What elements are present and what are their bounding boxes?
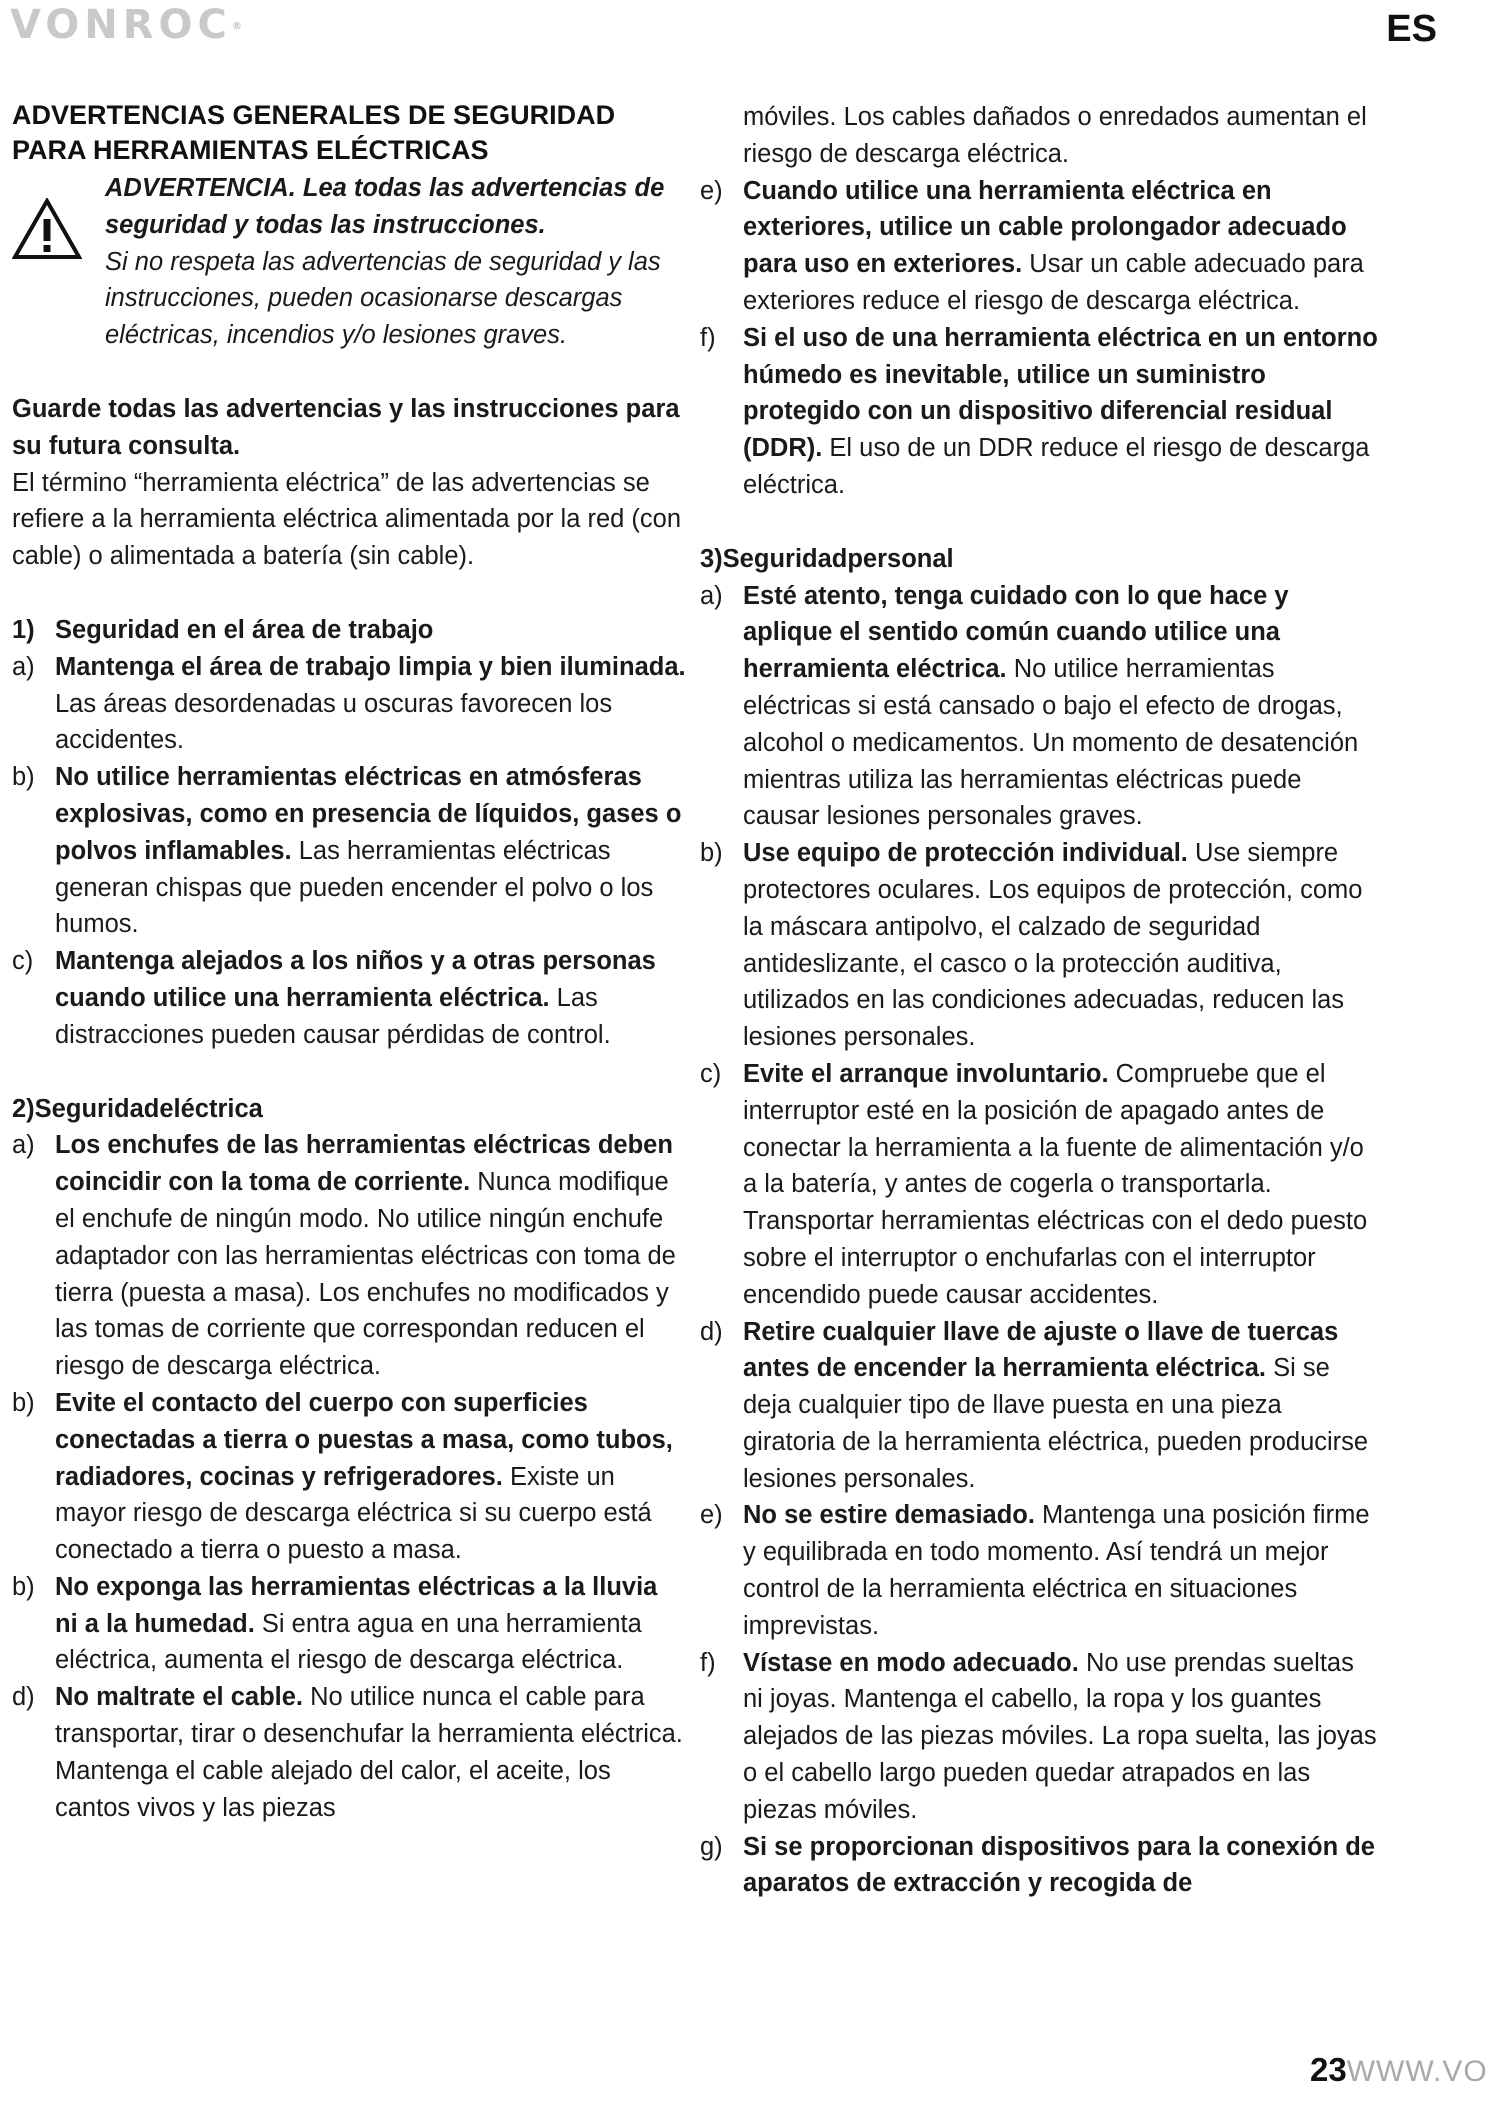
page-footer (1310, 2050, 1488, 2092)
language-code: ES (1386, 8, 1437, 50)
item-letter: b) (700, 839, 723, 868)
trademark-symbol: ® (231, 21, 242, 32)
list-item (700, 320, 1380, 504)
warning-block (12, 170, 687, 354)
item-letter: b) (12, 1572, 35, 1601)
item-text: Las áreas desordenadas u oscuras favorecen los accidentes. (55, 689, 613, 755)
item-text: No utilice nunca el cable para transportar, tirar o desenchufar la herramienta eléctrica. Mantenga el cable alejado del calor, el aceite, los cantos vivos y las piezas (55, 1683, 683, 1822)
footer-url: WWW.VO (1346, 2055, 1488, 2088)
list-item (700, 1829, 1380, 1903)
item-text: Las distracciones pueden causar pérdidas de control. (55, 983, 611, 1049)
item-text: El uso de un DDR reduce el riesgo de descarga eléctrica. (743, 434, 1370, 499)
item-letter: b) (12, 1388, 35, 1417)
item-letter: d) (700, 1317, 723, 1346)
list-item (12, 759, 687, 943)
item-bold-text: No maltrate el cable. (55, 1683, 304, 1712)
list-item (12, 649, 687, 759)
item-letter: e) (700, 1501, 723, 1530)
right-column (700, 99, 1380, 1902)
list-item (12, 1385, 687, 1569)
item-text: No utilice herramientas eléctricas si está cansado o bajo el efecto de drogas, alcohol o medicamentos. Un momento de desatención mientras utiliza las herramientas eléctricas puede causar lesiones personales graves. (743, 655, 1359, 831)
item-text: Existe un mayor riesgo de descarga eléctrica si su cuerpo está conectado a tierra o puesto a masa. (55, 1462, 652, 1565)
item-letter: c) (12, 947, 34, 976)
section-title: Seguridad en el área de trabajo (55, 615, 434, 644)
item-text: Si entra agua en una herramienta eléctrica, aumenta el riesgo de descarga eléctrica. (55, 1609, 642, 1675)
item-letter: d) (12, 1683, 35, 1712)
keep-instructions-note: Guarde todas las advertencias y las instrucciones para su futura consulta. (12, 394, 680, 460)
item-letter: b) (12, 763, 35, 792)
item-text: Nunca modifique el enchufe de ningún modo. No utilice ningún enchufe adaptador con las herramientas eléctricas con toma de tierra (puesta a masa). Los enchufes no modificados y las tomas de corriente que correspondan reducen el riesgo de descarga eléctrica. (55, 1168, 676, 1381)
item-text: Las herramientas eléctricas generan chispas que pueden encender el polvo o los humos. (55, 836, 654, 939)
item-letter: c) (700, 1059, 722, 1088)
item-bold-text: Mantenga alejados a los niños y a otras personas cuando utilice una herramienta eléctrica. (55, 947, 656, 1012)
item-bold-text: Esté atento, tenga cuidado con lo que hace y aplique el sentido común cuando utilice una herramienta eléctrica. (743, 581, 1289, 684)
item-letter: f) (700, 1648, 716, 1677)
item-bold-text: No utilice herramientas eléctricas en atmósferas explosivas, como en presencia de líquidos, gases o polvos inflamables. (55, 763, 682, 865)
item-letter: f) (700, 323, 716, 352)
item-text: Use siempre protectores oculares. Los equipos de protección, como la máscara antipolvo, el calzado de seguridad antideslizante, el casco o la protección auditiva, utilizados en las condiciones adecuadas, reducen las lesiones personales. (743, 839, 1363, 1052)
section-heading-electrical: 2)Seguridadeléctrica (12, 1094, 263, 1123)
item-text: Usar un cable adecuado para exteriores reduce el riesgo de descarga eléctrica. (743, 250, 1364, 315)
item-letter: e) (700, 176, 723, 205)
item-bold-text: Evite el contacto del cuerpo con superficies conectadas a tierra o puestas a masa, como tubos, radiadores, cocinas y refrigeradores. (55, 1388, 673, 1491)
item-bold-text: Mantenga el área de trabajo limpia y bien iluminada. (55, 652, 686, 681)
section-number: 1) (12, 615, 35, 644)
item-bold-text: Si el uso de una herramienta eléctrica en un entorno húmedo es inevitable, utilice un suministro protegido con un dispositivo diferencial residual (DDR). (743, 323, 1378, 463)
list-item (700, 835, 1380, 1056)
item-bold-text: No exponga las herramientas eléctricas a la lluvia ni a la humedad. (55, 1572, 658, 1638)
item-letter: a) (700, 581, 723, 610)
list-item (700, 1056, 1380, 1314)
warning-title: ADVERTENCIA. Lea todas las advertencias de seguridad y todas las instrucciones. (105, 174, 665, 239)
list-item (700, 1645, 1380, 1829)
item-text: Mantenga una posición firme y equilibrada en todo momento. Así tendrá un mejor control de la herramienta eléctrica en situaciones imprevistas. (743, 1501, 1370, 1640)
item-bold-text: Los enchufes de las herramientas eléctricas deben coincidir con la toma de corriente. (55, 1131, 673, 1197)
warning-body: Si no respeta las advertencias de seguridad y las instrucciones, pueden ocasionarse descargas eléctricas, incendios y/o lesiones graves. (105, 247, 661, 350)
list-item (700, 578, 1380, 836)
brand-logo-text: VONROC (10, 2, 232, 48)
item-letter: a) (12, 1131, 35, 1160)
page-number: 23 (1310, 2051, 1347, 2088)
page-heading: ADVERTENCIAS GENERALES DE SEGURIDAD PARA HERRAMIENTAS ELÉCTRICAS (12, 100, 616, 165)
item-bold-text: Cuando utilice una herramienta eléctrica en exteriores, utilice un cable prolongador adecuado para uso en exteriores. (743, 176, 1347, 279)
brand-logo (10, 4, 242, 46)
item-bold-text: Evite el arranque involuntario. (743, 1059, 1109, 1088)
item-bold-text: Retire cualquier llave de ajuste o llave de tuercas antes de encender la herramienta eléctrica. (743, 1317, 1339, 1383)
section-heading-work-area (12, 612, 687, 649)
item-text: Si se deja cualquier tipo de llave puesta en una pieza giratoria de la herramienta eléctrica, pueden producirse lesiones personales. (743, 1354, 1369, 1493)
list-item (12, 1679, 687, 1826)
intro-paragraph: El término “herramienta eléctrica” de las advertencias se refiere a la herramienta eléctrica alimentada por la red (con cable) o alimentada a batería (sin cable). (12, 468, 682, 571)
item-bold-text: Vístase en modo adecuado. (743, 1648, 1079, 1677)
list-item (700, 1497, 1380, 1644)
list-item (12, 943, 687, 1053)
warning-triangle-icon (12, 198, 82, 260)
list-item (12, 1569, 687, 1679)
item-letter: g) (700, 1832, 723, 1861)
list-item (12, 1127, 687, 1385)
item-letter: a) (12, 652, 35, 681)
list-item (700, 173, 1380, 320)
item-bold-text: Use equipo de protección individual. (743, 839, 1188, 868)
item-bold-text: Si se proporcionan dispositivos para la conexión de aparatos de extracción y recogida de (743, 1832, 1375, 1898)
item-bold-text: No se estire demasiado. (743, 1501, 1035, 1530)
item-text: Compruebe que el interruptor esté en la posición de apagado antes de conectar la herramienta a la fuente de alimentación y/o a la batería, y antes de cogerla o transportarla. Transportar herramientas eléctricas con el dedo puesto sobre el interruptor o enchufarlas con el interruptor encendido puede causar accidentes. (743, 1059, 1368, 1309)
item-text: No use prendas sueltas ni joyas. Mantenga el cabello, la ropa y los guantes alejados de las piezas móviles. La ropa suelta, las joyas o el cabello largo pueden quedar atrapados en las piezas móviles. (743, 1648, 1377, 1824)
continued-text: móviles. Los cables dañados o enredados aumentan el riesgo de descarga eléctrica. (743, 103, 1367, 168)
list-item (700, 1314, 1380, 1498)
section-heading-personal: 3)Seguridadpersonal (700, 544, 954, 573)
left-column (12, 98, 687, 1826)
